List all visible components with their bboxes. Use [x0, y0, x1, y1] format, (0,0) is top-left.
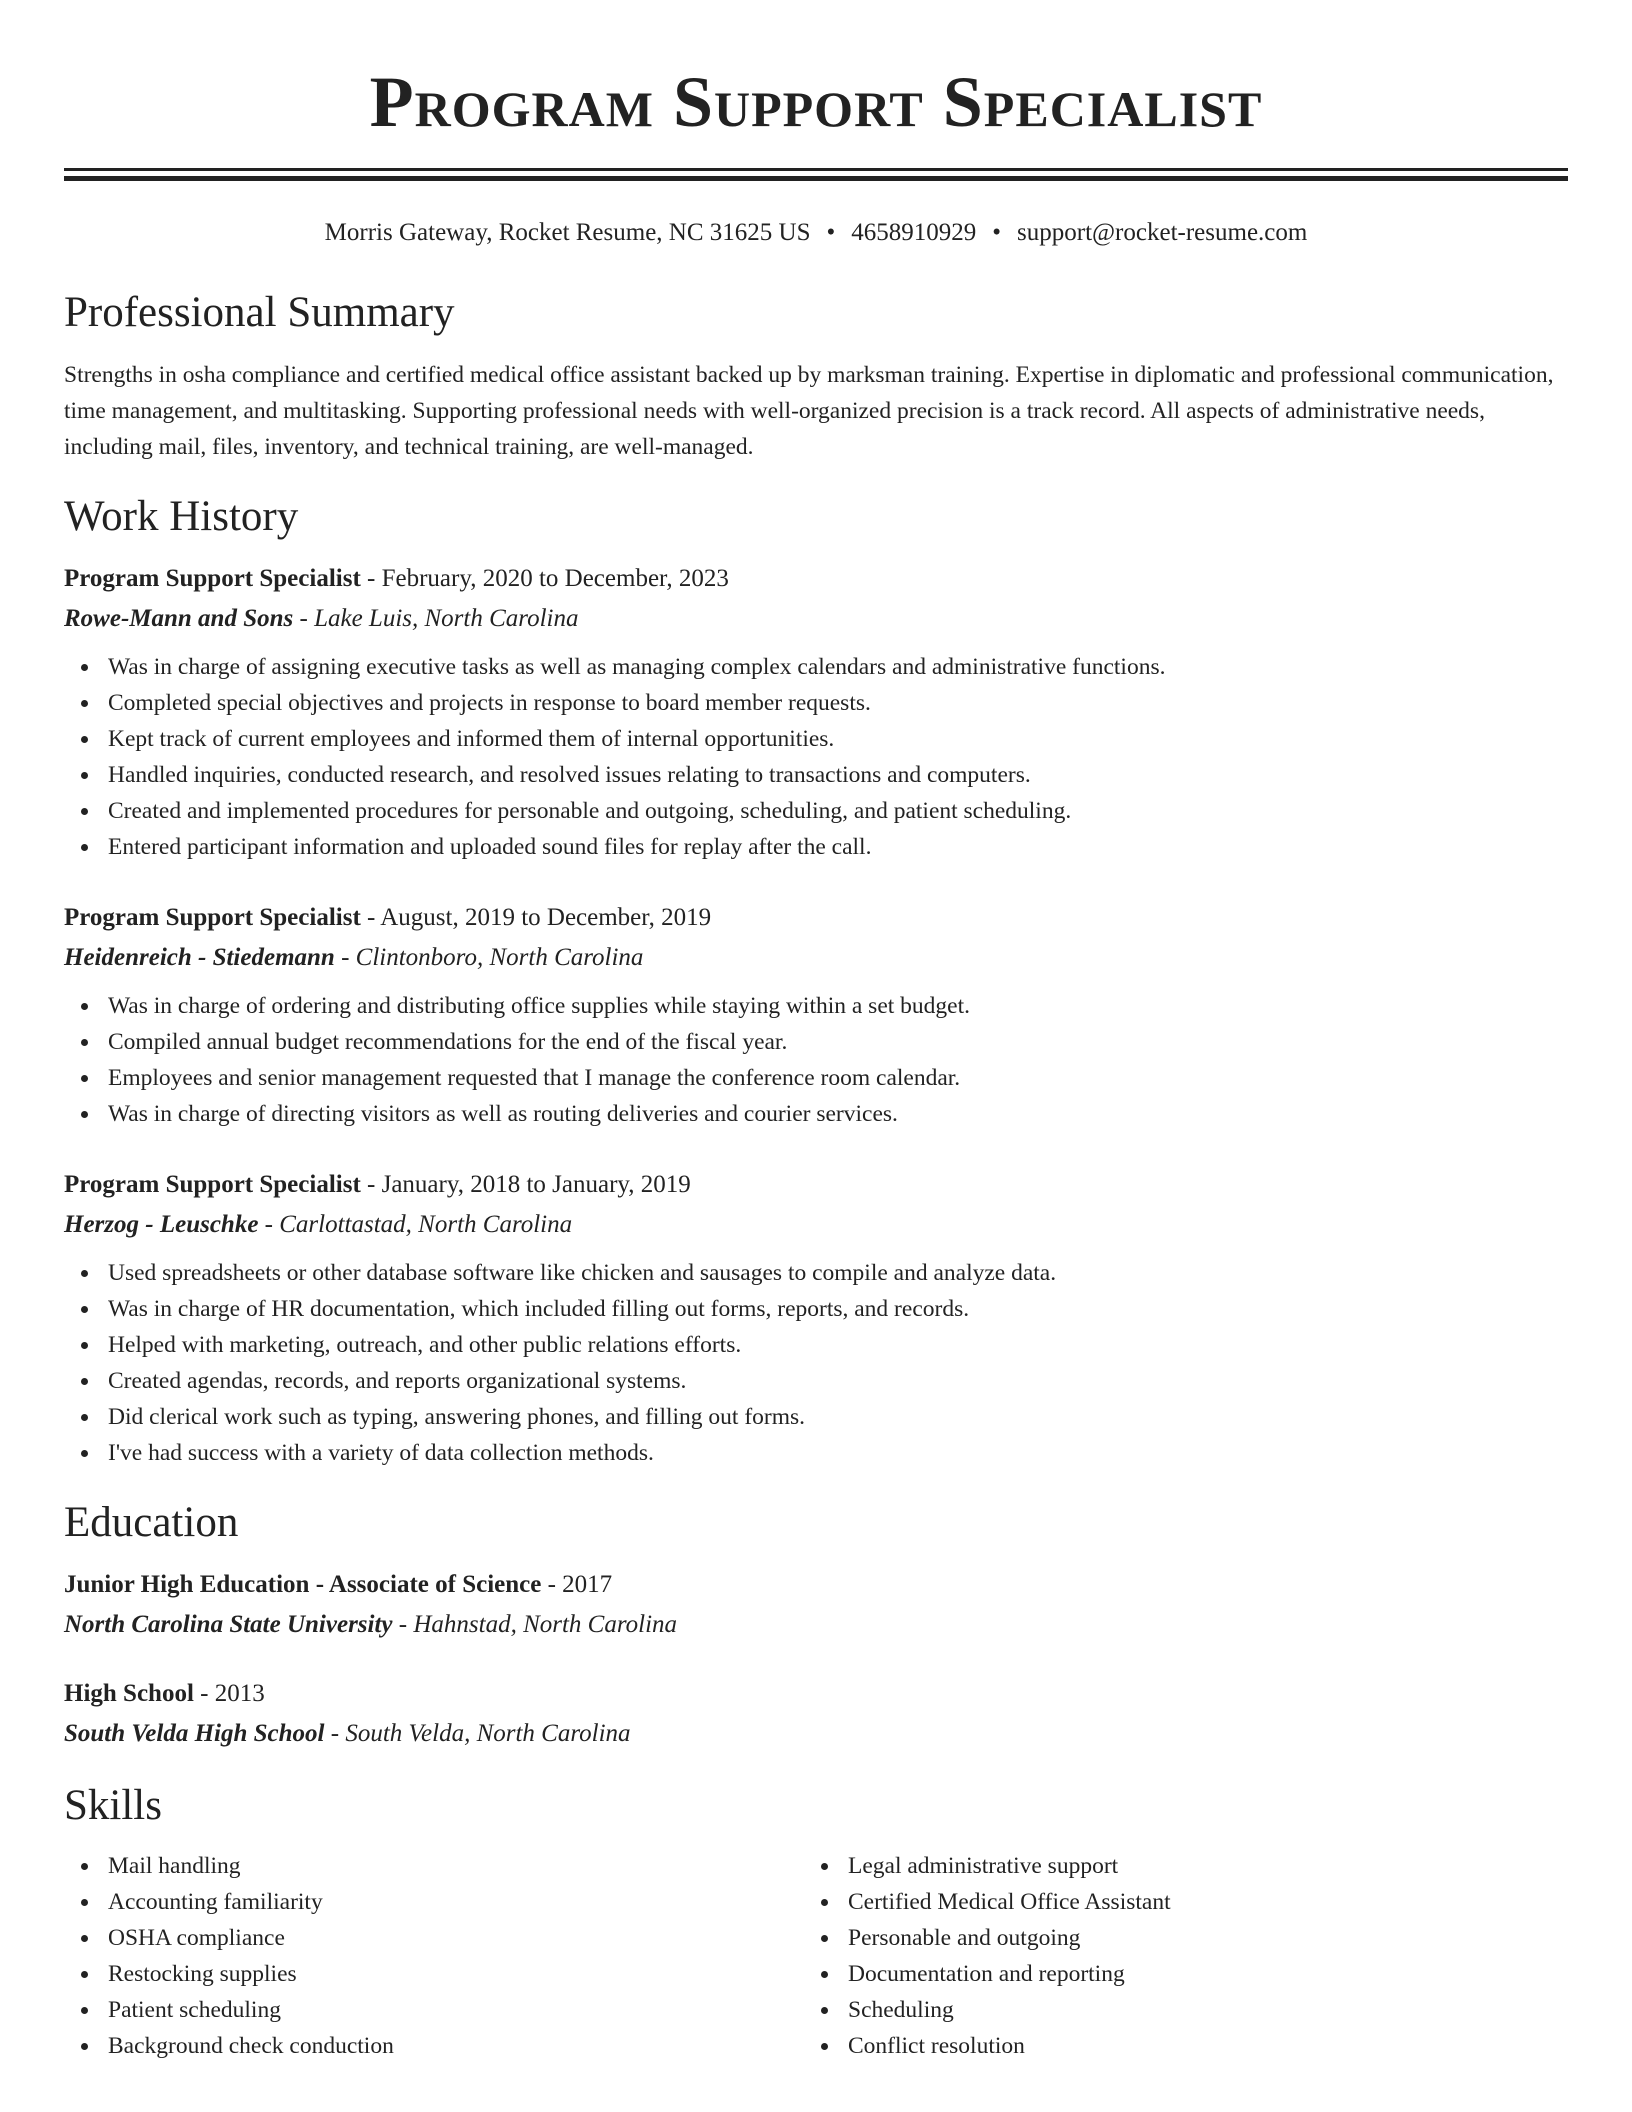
skill-item: Accounting familiarity: [108, 1884, 804, 1920]
list-item: I've had success with a variety of data collection methods.: [108, 1435, 1568, 1471]
list-item: Used spreadsheets or other database software like chicken and sausages to compile and analyze data.: [108, 1255, 1568, 1291]
skills-columns: [64, 1848, 1568, 2064]
job-entry: [64, 898, 1568, 1132]
education-school: North Carolina State University: [64, 1611, 393, 1638]
header-double-rule: [64, 168, 1568, 181]
contact-separator: •: [992, 219, 1002, 246]
education-entry: [64, 1565, 1568, 1645]
resume-name: Program Support Specialist: [369, 62, 1263, 142]
contact-email[interactable]: support@rocket-resume.com: [1017, 219, 1308, 246]
skill-item: Conflict resolution: [848, 2028, 1588, 2064]
skill-item: OSHA compliance: [108, 1920, 804, 1956]
skill-item: Restocking supplies: [108, 1956, 804, 1992]
education-degree: High School: [64, 1680, 194, 1707]
job-company: Herzog - Leuschke: [64, 1211, 259, 1238]
skill-item: Legal administrative support: [848, 1848, 1588, 1884]
list-item: Helped with marketing, outreach, and other public relations efforts.: [108, 1327, 1568, 1363]
education-heading: Education: [64, 1499, 239, 1546]
skill-item: Background check conduction: [108, 2028, 804, 2064]
job-company-line: [64, 1205, 1568, 1245]
list-item: Kept track of current employees and informed them of internal opportunities.: [108, 721, 1568, 757]
job-dates: - August, 2019 to December, 2019: [360, 904, 712, 931]
list-item: Created and implemented procedures for personable and outgoing, scheduling, and patient scheduling.: [108, 793, 1568, 829]
job-entry: [64, 1165, 1568, 1471]
list-item: Compiled annual budget recommendations for the end of the fiscal year.: [108, 1024, 1568, 1060]
skills-heading: Skills: [64, 1782, 162, 1829]
skill-item: Documentation and reporting: [848, 1956, 1588, 1992]
list-item: Did clerical work such as typing, answering phones, and filling out forms.: [108, 1399, 1568, 1435]
contact-phone: 4658910929: [851, 219, 977, 246]
contact-address: Morris Gateway, Rocket Resume, NC 31625 US: [324, 219, 811, 246]
list-item: Was in charge of ordering and distributing office supplies while staying within a set budget.: [108, 988, 1568, 1024]
skill-item: Mail handling: [108, 1848, 804, 1884]
skills-left-list: [64, 1848, 804, 2064]
summary-text: Strengths in osha compliance and certified medical office assistant backed up by marksman training. Expertise in diplomatic and professional communication, time management, and multitasking. Supporting professional needs with well-organized precision is a track record. All aspects of administrative needs, including mail, files, inventory, and technical training, are well-managed.: [64, 362, 1554, 460]
skill-item: Certified Medical Office Assistant: [848, 1884, 1588, 1920]
job-location: - Lake Luis, North Carolina: [293, 605, 579, 632]
contact-line: [64, 217, 1568, 249]
education-location: - Hahnstad, North Carolina: [392, 1611, 678, 1638]
work-history-heading: Work History: [64, 493, 299, 540]
education-school-line: [64, 1605, 1568, 1645]
education-degree-line: [64, 1674, 1568, 1714]
job-location: - Carlottastad, North Carolina: [258, 1211, 573, 1238]
list-item: Entered participant information and uploaded sound files for replay after the call.: [108, 829, 1568, 865]
list-item: Was in charge of directing visitors as well as routing deliveries and courier services.: [108, 1096, 1568, 1132]
job-bullets: [64, 649, 1568, 865]
skill-item: Scheduling: [848, 1992, 1588, 2028]
resume-page: [64, 0, 1568, 2064]
job-role: Program Support Specialist: [64, 904, 361, 931]
job-dates: - February, 2020 to December, 2023: [360, 565, 729, 592]
education-location: - South Velda, North Carolina: [324, 1720, 631, 1747]
job-company: Heidenreich - Stiedemann: [64, 944, 335, 971]
job-title-line: [64, 898, 1568, 938]
list-item: Was in charge of assigning executive tasks as well as managing complex calendars and administrative functions.: [108, 649, 1568, 685]
list-item: Was in charge of HR documentation, which included filling out forms, reports, and records.: [108, 1291, 1568, 1327]
job-bullets: [64, 1255, 1568, 1471]
list-item: Employees and senior management requested that I manage the conference room calendar.: [108, 1060, 1568, 1096]
job-title-line: [64, 1165, 1568, 1205]
summary-heading: Professional Summary: [64, 289, 455, 336]
list-item: Handled inquiries, conducted research, and resolved issues relating to transactions and computers.: [108, 757, 1568, 793]
job-dates: - January, 2018 to January, 2019: [360, 1171, 691, 1198]
education-school: South Velda High School: [64, 1720, 325, 1747]
education-school-line: [64, 1714, 1568, 1754]
list-item: Created agendas, records, and reports organizational systems.: [108, 1363, 1568, 1399]
job-role: Program Support Specialist: [64, 1171, 361, 1198]
job-location: - Clintonboro, North Carolina: [334, 944, 644, 971]
job-company-line: [64, 938, 1568, 978]
job-title-line: [64, 559, 1568, 599]
job-bullets: [64, 988, 1568, 1132]
skill-item: Personable and outgoing: [848, 1920, 1588, 1956]
skills-right-list: [804, 1848, 1588, 2064]
job-role: Program Support Specialist: [64, 565, 361, 592]
skill-item: Patient scheduling: [108, 1992, 804, 2028]
list-item: Completed special objectives and projects in response to board member requests.: [108, 685, 1568, 721]
job-entry: [64, 559, 1568, 865]
job-company: Rowe-Mann and Sons: [64, 605, 294, 632]
education-year: - 2013: [193, 1680, 265, 1707]
contact-separator: •: [826, 219, 836, 246]
job-company-line: [64, 599, 1568, 639]
education-entry: [64, 1674, 1568, 1754]
education-year: - 2017: [541, 1571, 613, 1598]
education-degree: Junior High Education - Associate of Science: [64, 1571, 542, 1598]
education-degree-line: [64, 1565, 1568, 1605]
